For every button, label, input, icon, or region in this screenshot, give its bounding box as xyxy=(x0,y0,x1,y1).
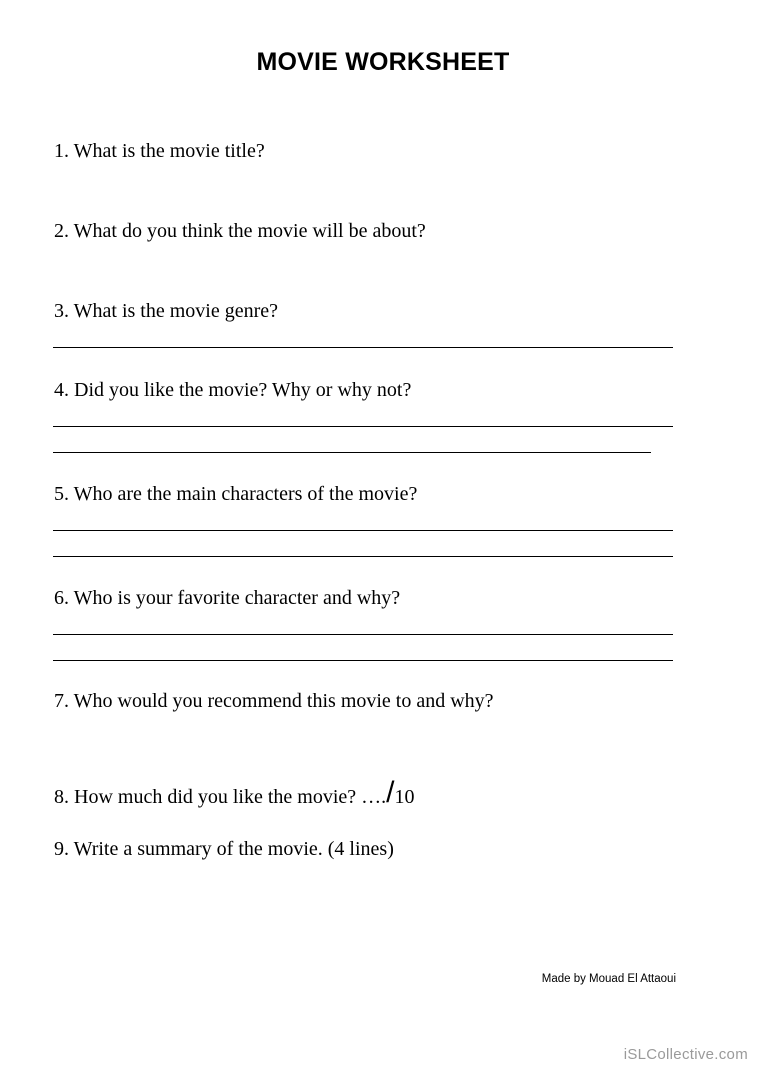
rating-prompt: 8. How much did you like the movie? …. xyxy=(54,786,387,808)
rating-max: 10 xyxy=(394,786,415,808)
answer-line-5a[interactable] xyxy=(53,530,673,531)
answer-line-5b[interactable] xyxy=(53,556,673,557)
question-3: 3. What is the movie genre? xyxy=(54,300,279,322)
question-1: 1. What is the movie title? xyxy=(54,140,265,162)
answer-line-4b[interactable] xyxy=(53,452,651,453)
question-8 xyxy=(54,776,415,809)
rating-slash: / xyxy=(386,776,395,809)
answer-line-6b[interactable] xyxy=(53,660,673,661)
question-4: 4. Did you like the movie? Why or why not? xyxy=(54,379,412,401)
question-7: 7. Who would you recommend this movie to and why? xyxy=(54,690,494,712)
answer-line-3[interactable] xyxy=(53,347,673,348)
question-6: 6. Who is your favorite character and why? xyxy=(54,587,401,609)
answer-line-4a[interactable] xyxy=(53,426,673,427)
question-2: 2. What do you think the movie will be about? xyxy=(54,220,426,242)
author-credit: Made by Mouad El Attaoui xyxy=(541,973,676,985)
question-5: 5. Who are the main characters of the movie? xyxy=(54,483,418,505)
site-watermark: iSLCollective.com xyxy=(623,1046,748,1063)
question-9: 9. Write a summary of the movie. (4 lines) xyxy=(54,838,394,860)
worksheet-title: MOVIE WORKSHEET xyxy=(256,48,510,76)
answer-line-6a[interactable] xyxy=(53,634,673,635)
